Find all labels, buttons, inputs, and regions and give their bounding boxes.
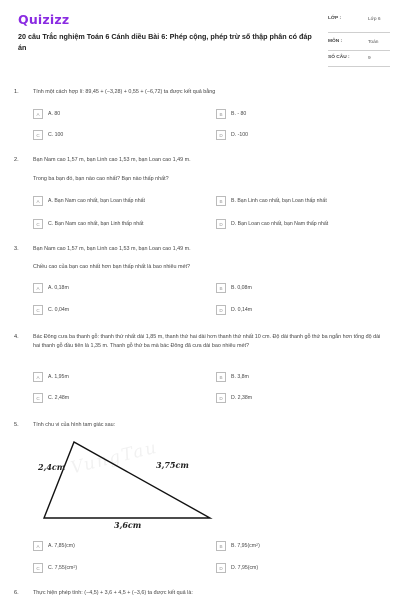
triangle-figure [38,438,238,533]
watermark-image: VungTau [68,437,161,479]
option-letter-box: D [216,305,226,315]
option-text: C. 100 [48,131,64,138]
option-text: D. Bạn Loan cao nhất, bạn Nam thấp nhất [231,220,329,227]
question-number: 6. [14,590,19,596]
option-text: C. 0,04m [48,306,70,313]
option-text: A. 1,95m [48,373,69,380]
question-subtext: Chiều cao của bạn cao nhất hơn bạn thấp nhất là bao nhiêu mét? [33,264,190,270]
question-subtext: Trong ba bạn đó, bạn nào cao nhất? Bạn nào thấp nhất? [33,176,169,182]
meta-divider [328,66,390,67]
answer-option-c[interactable] [33,305,203,316]
answer-option-b[interactable] [216,109,386,120]
option-text: D. 0,14m [231,306,253,313]
meta-value-subject: Toán [368,40,379,45]
meta-divider [328,32,390,33]
option-text: C. 2,48m [48,394,70,401]
worksheet-title: 20 câu Trắc nghiệm Toán 6 Cánh diều Bài 6: Phép cộng, phép trừ số thập phân có đáp án [18,32,312,52]
option-text: A. 0,18m [48,284,69,291]
answer-option-b[interactable] [216,372,386,383]
answer-option-a[interactable] [33,541,203,552]
option-letter-box: B [216,196,226,206]
question-number: 4. [14,334,19,340]
answer-option-d[interactable] [216,219,386,230]
option-text: D. 7,95(cm) [231,564,259,571]
question-text: Tính chu vi của hình tam giác sau: [33,422,116,428]
option-letter-box: C [33,393,43,403]
answer-option-a[interactable] [33,109,203,120]
meta-divider [328,50,390,51]
answer-option-b[interactable] [216,541,386,552]
answer-option-c[interactable] [33,563,203,574]
option-letter-box: D [216,563,226,573]
meta-value-count: 9 [368,56,371,61]
answer-option-c[interactable] [33,219,203,230]
answer-option-c[interactable] [33,130,203,141]
option-text [231,543,260,549]
option-letter-box: A [33,109,43,119]
option-superscript: 2 [73,564,76,569]
option-letter-box: A [33,372,43,382]
option-letter-box: D [216,219,226,229]
option-text-tail: ) [75,564,78,571]
option-letter-box: B [216,541,226,551]
quizizz-logo: Quizizz [18,12,70,27]
question-number: 2. [14,157,19,163]
option-text: A. 80 [48,110,61,117]
option-letter-box: C [33,563,43,573]
option-letter-box: B [216,283,226,293]
meta-label-subject: MÔN : [328,39,343,44]
option-letter-box: D [216,130,226,140]
answer-option-d[interactable] [216,305,386,316]
option-letter-box: C [33,130,43,140]
question-text: Bạn Nam cao 1,57 m, bạn Linh cao 1,53 m, bạn Loan cao 1,49 m. [33,246,191,252]
question-number: 3. [14,246,19,252]
worksheet-header [0,0,400,76]
answer-option-d[interactable] [216,393,386,404]
question-number: 5. [14,422,19,428]
answer-option-a[interactable] [33,196,203,207]
option-text-main: B. 7,95(cm [231,542,257,549]
option-letter-box: B [216,372,226,382]
question-number: 1. [14,89,19,95]
option-text: A. 7,85(cm) [48,542,75,549]
option-text-main: C. 7,55(cm [48,564,74,571]
side-right-label: 3,75cm [156,460,189,470]
triangle-drawing [38,438,238,533]
option-superscript: 2 [256,542,259,547]
option-text-tail: ) [258,542,260,549]
option-text [48,565,77,571]
triangle-shape [44,442,210,518]
option-text: B. - 80 [231,110,247,117]
meta-value-grade: Lớp 6 [368,17,381,22]
answer-option-c[interactable] [33,393,203,404]
option-text: B. 0,08m [231,284,252,291]
option-text: B. Bạn Linh cao nhất, bạn Loan thấp nhất [231,197,327,204]
side-bottom-label: 3,6cm [114,520,142,530]
answer-option-d[interactable] [216,130,386,141]
option-letter-box: A [33,196,43,206]
option-letter-box: C [33,219,43,229]
question-text: Bạn Nam cao 1,57 m, bạn Linh cao 1,53 m, bạn Loan cao 1,49 m. [33,157,191,163]
answer-option-b[interactable] [216,196,386,207]
option-letter-box: C [33,305,43,315]
option-text: A. Bạn Nam cao nhất, bạn Loan thấp nhất [48,197,145,204]
meta-label-grade: LỚP : [328,16,342,21]
option-letter-box: B [216,109,226,119]
answer-option-d[interactable] [216,563,386,574]
option-text: B. 3,8m [231,373,249,380]
answer-option-a[interactable] [33,372,203,383]
option-letter-box: D [216,393,226,403]
side-left-label: 2,4cm [38,462,66,472]
question-text: Bác Đông cưa ba thanh gỗ: thanh thứ nhất dài 1,85 m, thanh thứ hai dài hơn thanh thứ nhất 10 cm. Độ dài thanh gỗ thứ ba ngắn hơn tổng độ dài hai thanh gỗ đầu tiên là 1,35 m. Thanh gỗ thứ ba mà bác Đông đã cưa dài bao nhiêu mét? [33,334,381,349]
option-text: D. -100 [231,131,249,138]
answer-option-a[interactable] [33,283,203,294]
question-text: Tính một cách hợp lí: 89,45 + (−3,28) + 0,55 + (−6,72) ta được kết quả bằng [33,89,216,95]
option-letter-box: A [33,541,43,551]
option-text: C. Bạn Nam cao nhất, bạn Linh thấp nhất [48,220,144,227]
option-letter-box: A [33,283,43,293]
meta-label-count: SỐ CÂU : [328,55,350,60]
question-text: Thực hiện phép tính: (−4,5) + 3,6 + 4,5 + (−3,6) ta được kết quả là: [33,590,193,596]
option-text: D. 2,38m [231,394,253,401]
answer-option-b[interactable] [216,283,386,294]
